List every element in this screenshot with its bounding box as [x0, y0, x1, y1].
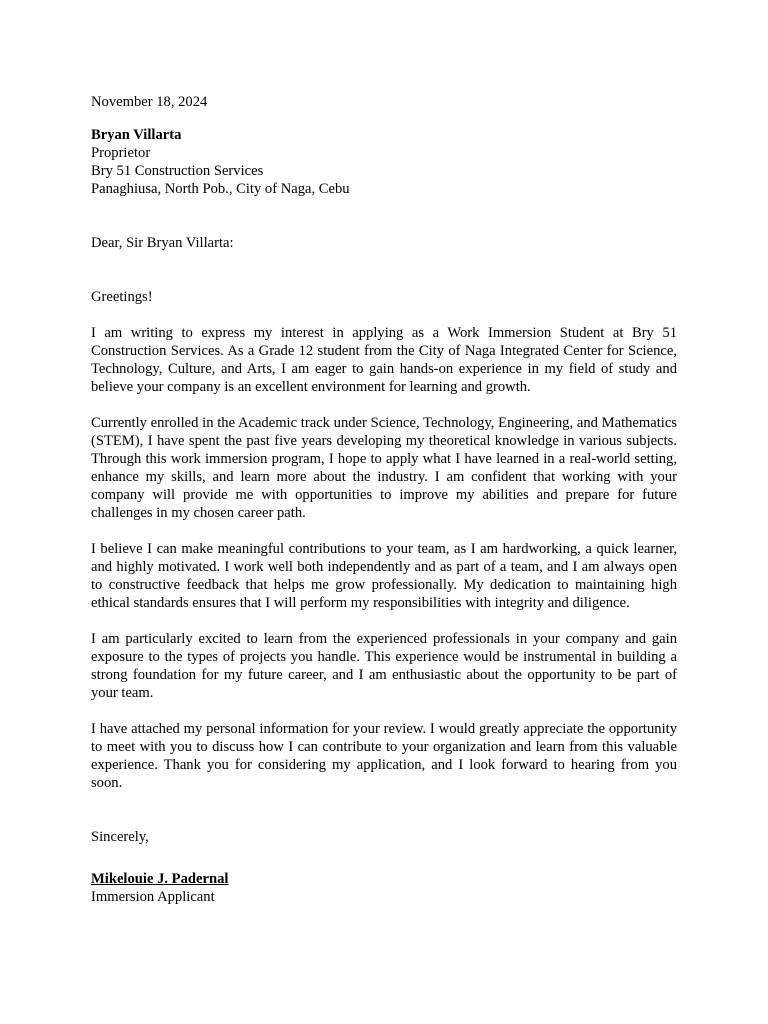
letter-date: November 18, 2024 [91, 94, 208, 110]
signature-title: Immersion Applicant [91, 889, 215, 905]
recipient-block [91, 126, 677, 198]
body-paragraph-5: I have attached my personal information for your review. I would greatly appreciate the opportunity to meet with you to discuss how I can contribute to your organization and learn from this valuable experience. Thank you for considering my application, and I look forward to hearing from you soon. [91, 721, 677, 791]
letter-page [91, 93, 677, 906]
recipient-company: Bry 51 Construction Services [91, 163, 264, 179]
closing: Sincerely, [91, 829, 149, 845]
salutation: Dear, Sir Bryan Villarta: [91, 235, 234, 251]
body-paragraph-4: I am particularly excited to learn from the experienced professionals in your company and gain exposure to the types of projects you handle. This experience would be instrumental in building a strong foundation for my future career, and I am enthusiastic about the opportunity to be part of your team. [91, 631, 677, 701]
recipient-title: Proprietor [91, 145, 151, 161]
body-paragraph-2: Currently enrolled in the Academic track under Science, Technology, Engineering, and Mathematics (STEM), I have spent the past five years developing my theoretical knowledge in various subjects. Through this work immersion program, I hope to apply what I have learned in a real-world setting, enhance my skills, and learn more about the industry. I am confident that working with your company will provide me with opportunities to improve my abilities and prepare for future challenges in my chosen career path. [91, 415, 677, 521]
body-paragraph-3: I believe I can make meaningful contributions to your team, as I am hardworking, a quick learner, and highly motivated. I work well both independently and as part of a team, and I am always open to constructive feedback that helps me grow professionally. My dedication to maintaining high ethical standards ensures that I will perform my responsibilities with integrity and diligence. [91, 541, 677, 611]
greeting: Greetings! [91, 289, 153, 305]
recipient-name: Bryan Villarta [91, 127, 182, 143]
body-paragraph-1: I am writing to express my interest in applying as a Work Immersion Student at Bry 51 Construction Services. As a Grade 12 student from the City of Naga Integrated Center for Science, Technology, Culture, and Arts, I am eager to gain hands-on experience in my field of study and believe your company is an excellent environment for learning and growth. [91, 325, 677, 395]
recipient-address: Panaghiusa, North Pob., City of Naga, Cebu [91, 181, 350, 197]
signature-name: Mikelouie J. Padernal [91, 871, 229, 887]
letter-body [91, 324, 677, 792]
